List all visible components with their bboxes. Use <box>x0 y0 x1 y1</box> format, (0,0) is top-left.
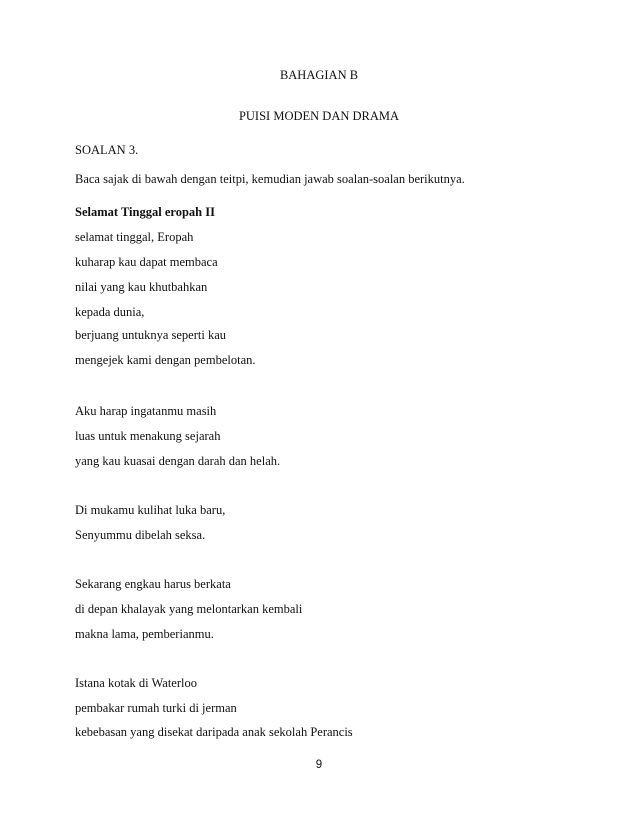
poem-line: selamat tinggal, Eropah <box>75 230 194 244</box>
section-subheading: PUISI MODEN DAN DRAMA <box>238 109 400 123</box>
poem-title: Selamat Tinggal eropah II <box>75 205 215 219</box>
instruction-text: Baca sajak di bawah dengan teitpi, kemudian jawab soalan-soalan berikutnya. <box>75 172 465 186</box>
question-number: SOALAN 3. <box>75 143 139 157</box>
poem-line: di depan khalayak yang melontarkan kembali <box>75 602 303 616</box>
poem-line: kebebasan yang disekat daripada anak sekolah Perancis <box>75 725 353 739</box>
poem-line: mengejek kami dengan pembelotan. <box>75 353 256 367</box>
page-number: 9 <box>315 759 323 771</box>
poem-line: Sekarang engkau harus berkata <box>75 577 231 591</box>
section-heading: BAHAGIAN B <box>279 68 359 82</box>
poem-line: Senyummu dibelah seksa. <box>75 528 206 542</box>
poem-line: kuharap kau dapat membaca <box>75 255 218 269</box>
poem-line: kepada dunia, <box>75 305 145 319</box>
poem-line: nilai yang kau khutbahkan <box>75 280 208 294</box>
poem-line: Di mukamu kulihat luka baru, <box>75 503 226 517</box>
poem-line: Istana kotak di Waterloo <box>75 676 197 690</box>
poem-line: yang kau kuasai dengan darah dan helah. <box>75 454 281 468</box>
poem-line: Aku harap ingatanmu masih <box>75 404 217 418</box>
poem-line: berjuang untuknya seperti kau <box>75 328 226 342</box>
poem-line: pembakar rumah turki di jerman <box>75 701 237 715</box>
poem-line: makna lama, pemberianmu. <box>75 627 214 641</box>
poem-line: luas untuk menakung sejarah <box>75 429 221 443</box>
